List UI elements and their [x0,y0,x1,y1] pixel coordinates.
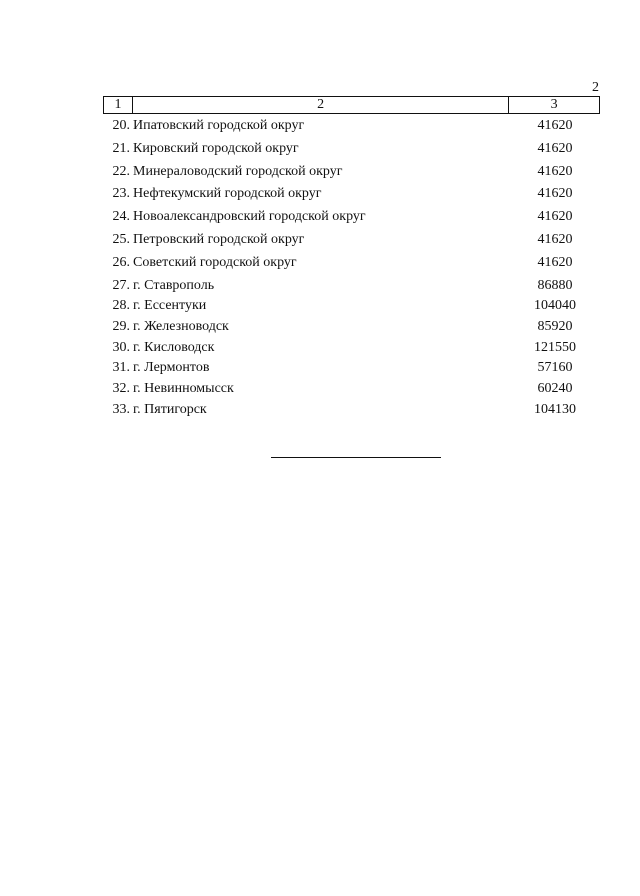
row-name: Петровский городской округ [133,231,305,247]
row-name: Нефтекумский городской округ [133,186,322,202]
row-name: г. Лермонтов [133,360,210,376]
row-value: 104040 [534,298,576,314]
table-row [0,338,640,359]
column-header-2: 2 [132,97,508,114]
row-name: г. Ставрополь [133,277,215,293]
table-row [0,253,640,276]
column-header-1: 1 [104,97,133,114]
column-header-3: 3 [509,97,600,114]
row-value: 41620 [537,254,573,270]
table-row [0,184,640,207]
table-row [0,116,640,139]
table-row [0,379,640,400]
row-value: 41620 [537,163,573,179]
table-row [0,162,640,185]
table-row [0,139,640,162]
row-number: 22. [112,163,130,179]
row-number: 23. [112,186,130,202]
row-name: Новоалександровский городской округ [133,209,366,225]
row-number: 28. [112,298,130,314]
table-row [0,296,640,317]
row-name: Советский городской округ [133,254,297,270]
row-name: г. Пятигорск [133,401,207,417]
row-value: 41620 [537,209,573,225]
table-row [0,276,640,297]
row-number: 27. [112,277,130,293]
table-row [0,317,640,338]
row-number: 25. [112,231,130,247]
row-number: 32. [112,381,130,397]
row-value: 104130 [534,401,576,417]
row-name: г. Ессентуки [133,298,207,314]
row-value: 86880 [537,277,573,293]
row-name: г. Кисловодск [133,339,215,355]
row-value: 41620 [537,140,573,156]
table-row [0,358,640,379]
row-number: 24. [112,209,130,225]
row-name: Кировский городской округ [133,140,299,156]
table-row [0,400,640,421]
table-header [103,96,600,114]
page-number: 2 [592,80,599,95]
table-body [0,116,640,420]
row-value: 85920 [537,318,573,334]
row-value: 41620 [537,231,573,247]
row-value: 57160 [537,360,573,376]
row-value: 41620 [537,186,573,202]
table-row [0,207,640,230]
row-value: 121550 [534,339,576,355]
row-name: г. Железноводск [133,318,229,334]
row-number: 26. [112,254,130,270]
row-value: 41620 [537,118,573,133]
row-name: г. Невинномысск [133,381,234,397]
row-name: Минераловодский городской округ [133,163,343,179]
row-number: 20. [112,118,130,133]
row-number: 31. [112,360,130,376]
row-value: 60240 [537,381,573,397]
row-number: 33. [112,401,130,417]
end-divider [271,457,441,458]
table-header-row [104,97,600,114]
row-number: 29. [112,318,130,334]
table-row [0,230,640,253]
row-number: 21. [112,140,130,156]
row-number: 30. [112,339,130,355]
row-name: Ипатовский городской округ [133,118,305,133]
